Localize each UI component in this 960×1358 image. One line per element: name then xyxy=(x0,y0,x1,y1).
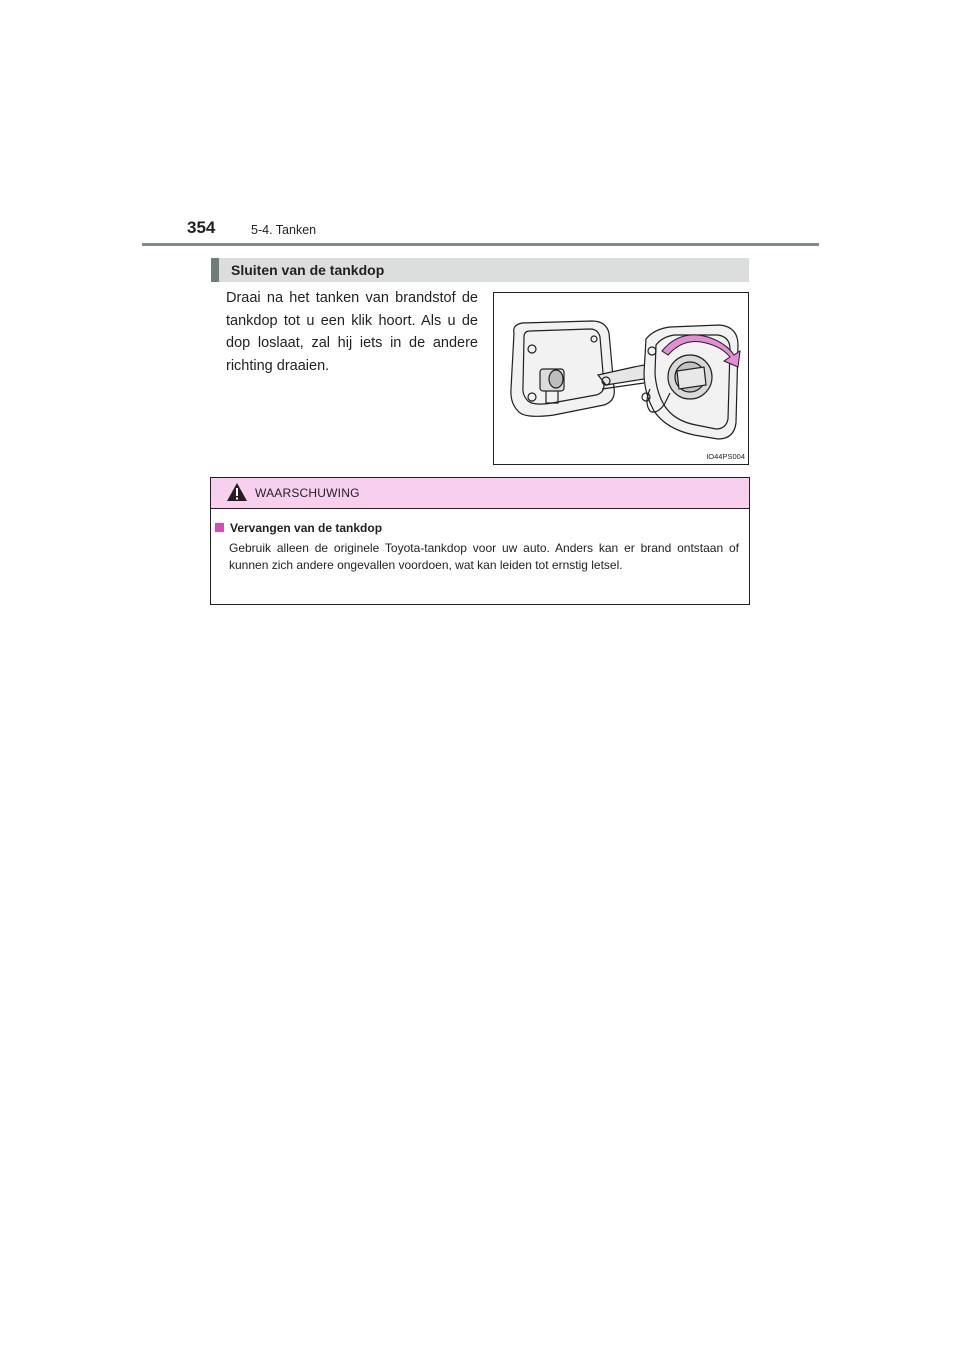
fuel-door-drawing xyxy=(494,293,748,464)
fuel-cap-illustration xyxy=(493,292,749,465)
warning-box xyxy=(210,477,750,605)
section-heading: Sluiten van de tankdop xyxy=(231,262,385,278)
warning-item-heading xyxy=(215,521,382,535)
page-number: 354 xyxy=(187,218,216,237)
warning-item-title: Vervangen van de tankdop xyxy=(230,521,383,535)
warning-title: WAARSCHUWING xyxy=(255,486,360,500)
warning-triangle-icon xyxy=(226,482,248,502)
warning-body: Gebruik alleen de originele Toyota-tankdop voor uw auto. Anders kan er brand ontstaan of kunnen zich andere ongevallen voordoen, wat kan leiden tot ernstig letsel. xyxy=(229,541,739,572)
bullet-square-icon xyxy=(215,523,224,532)
section-heading-bar xyxy=(211,258,749,282)
section-reference: 5-4. Tanken xyxy=(251,223,317,237)
instruction-paragraph: Draai na het tanken van brandstof de tankdop tot u een klik hoort. Als u de dop loslaat, zal hij iets in de andere richting draaien. xyxy=(226,290,478,374)
figure-code: IO44PS004 xyxy=(706,452,745,461)
header-rule xyxy=(142,243,819,246)
warning-header xyxy=(211,478,749,509)
